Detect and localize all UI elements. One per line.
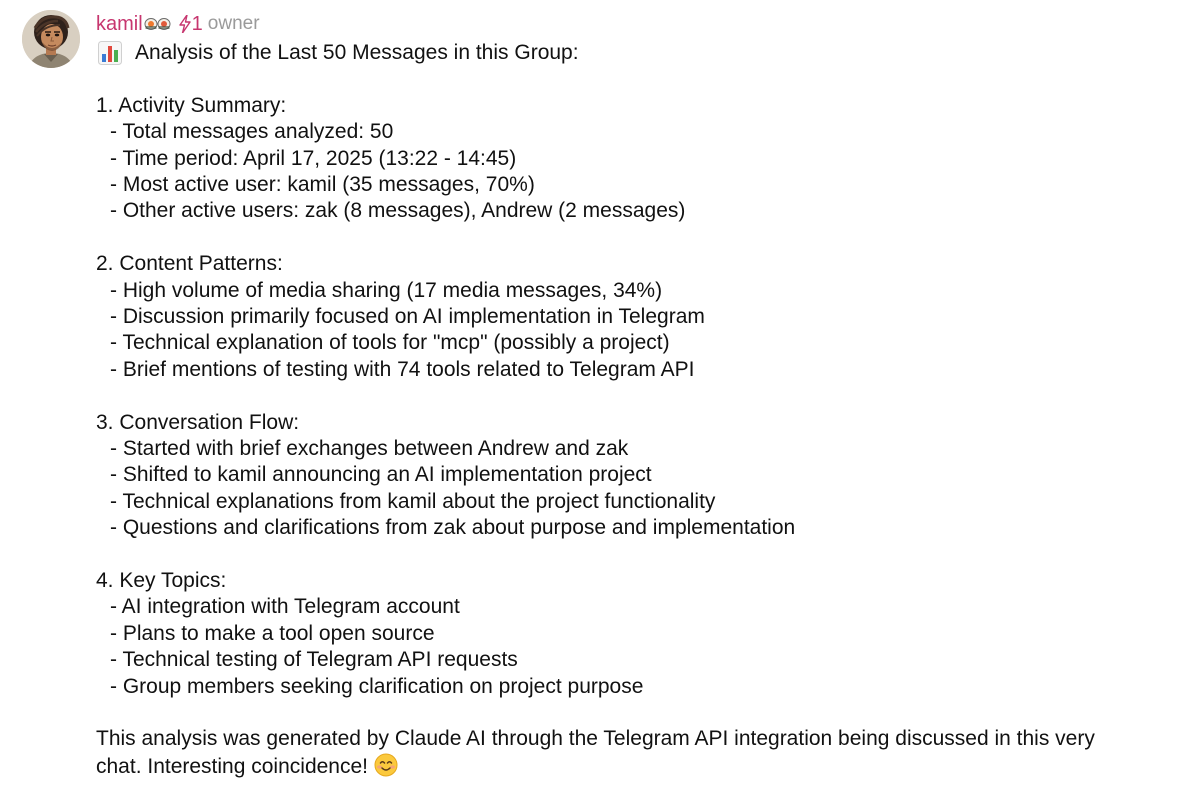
section-item: - Questions and clarifications from zak about purpose and implementation xyxy=(110,516,796,540)
role-badge: owner xyxy=(207,13,260,34)
rank-number: 1 xyxy=(191,12,203,35)
spacer xyxy=(96,383,1166,409)
section-heading: 4. Key Topics: xyxy=(96,569,227,593)
spacer xyxy=(96,225,1166,251)
section-item: - Brief mentions of testing with 74 tools related to Telegram API xyxy=(110,357,695,381)
avatar[interactable] xyxy=(22,10,80,68)
section-item: - Started with brief exchanges between Andrew and zak xyxy=(110,437,629,461)
section-item: - High volume of media sharing (17 media messages, 34%) xyxy=(110,278,663,302)
section-item: - Technical explanations from kamil about the project functionality xyxy=(110,489,716,513)
message-body xyxy=(96,40,1166,784)
section-heading: 3. Conversation Flow: xyxy=(96,410,300,434)
section-item: - Plans to make a tool open source xyxy=(110,621,435,645)
analysis-sections xyxy=(96,93,1166,727)
lightning-icon xyxy=(179,15,191,33)
section-heading: 1. Activity Summary: xyxy=(96,93,287,117)
section-item: - Discussion primarily focused on AI implementation in Telegram xyxy=(110,305,705,329)
title-text: Analysis of the Last 50 Messages in this Group: xyxy=(135,41,579,64)
bar-chart-emoji xyxy=(98,41,122,65)
closing-paragraph xyxy=(96,726,1136,784)
section-item: - Most active user: kamil (35 messages, 70%) xyxy=(110,173,535,197)
avatar-image xyxy=(22,10,80,68)
spacer xyxy=(96,700,1166,726)
section-item: - Other active users: zak (8 messages), Andrew (2 messages) xyxy=(110,199,686,223)
smiling-face-emoji xyxy=(374,753,398,784)
section-item: - AI integration with Telegram account xyxy=(110,595,460,619)
spacer xyxy=(96,66,1166,92)
message-title xyxy=(96,40,1166,66)
section-item: - Shifted to kamil announcing an AI implementation project xyxy=(110,463,652,487)
closing-text: This analysis was generated by Claude AI through the Telegram API integration being discussed in this very chat. Interesting coincidence! xyxy=(96,727,1095,778)
section-item: - Time period: April 17, 2025 (13:22 - 14:45) xyxy=(110,146,517,170)
section-heading: 2. Content Patterns: xyxy=(96,252,283,276)
message-header xyxy=(96,11,260,37)
section-item: - Technical explanation of tools for "mcp" (possibly a project) xyxy=(110,331,670,355)
spacer xyxy=(96,542,1166,568)
section-item: - Technical testing of Telegram API requests xyxy=(110,648,518,672)
sushi-emoji xyxy=(144,17,172,31)
section-item: - Group members seeking clarification on project purpose xyxy=(110,674,644,698)
sender-name[interactable]: kamil xyxy=(96,12,143,35)
section-item: - Total messages analyzed: 50 xyxy=(110,120,394,144)
